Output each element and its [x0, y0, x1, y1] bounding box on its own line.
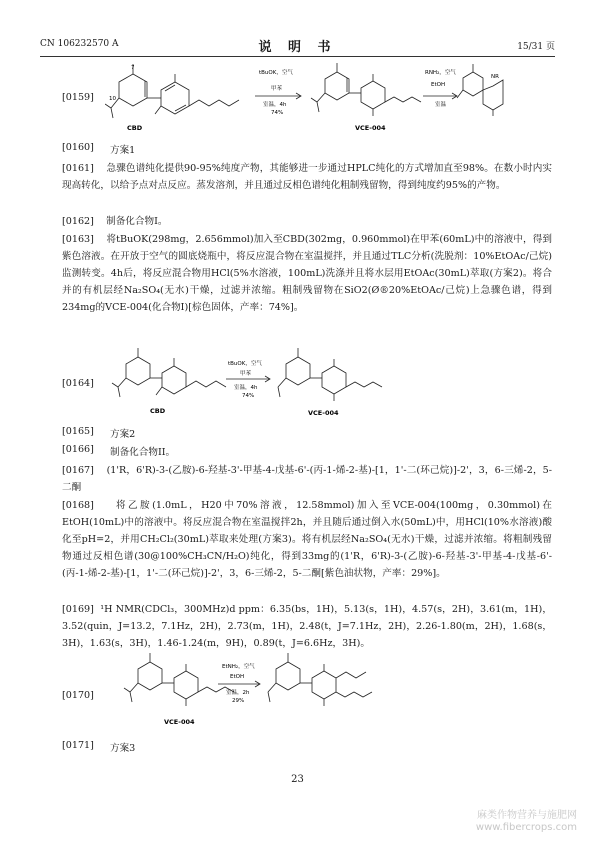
page-header [40, 36, 555, 54]
scheme-3-caption: 方案3 [110, 743, 136, 754]
scheme1-substituent: NR [491, 74, 499, 80]
para-0169 [62, 601, 552, 652]
scheme-2-structures [110, 345, 390, 427]
para-tag-0164: [0164] [62, 378, 94, 389]
reaction-scheme-3 [112, 648, 412, 738]
para-0161-text: 急骤色谱纯化提供90-95%纯度产物，其能够进一步通过HPLC纯化的方式增加直至98%。在数小时内实现高转化，以给予点对点反应。蒸发溶剂，并且通过反相色谱纯化粗制残留物，得到纯度约95%的产物。 [62, 163, 552, 191]
page-number: 23 [291, 774, 304, 785]
scheme3-solvent: EtOH [230, 674, 245, 680]
para-tag-0170: [0170] [62, 690, 94, 701]
scheme2-solvent: 甲苯 [240, 371, 252, 377]
para-tag-0159: [0159] [62, 92, 94, 103]
watermark [476, 810, 577, 834]
label-cbd-2: CBD [150, 407, 166, 415]
para-0162 [62, 213, 552, 230]
watermark-line2: www.fibercrops.com [475, 822, 577, 833]
patent-number: CN 106232570 A [40, 39, 119, 49]
para-tag-0168: [0168] [62, 500, 94, 511]
scheme1-temp2: 室温 [435, 102, 447, 108]
scheme-2-caption: 方案2 [110, 429, 136, 440]
scheme3-temp: 室温，2h [226, 690, 250, 696]
scheme1-yield1: 74% [271, 110, 284, 116]
scheme1-solvent2: EtOH [431, 82, 446, 88]
reaction-scheme-1 [105, 60, 505, 142]
para-tag-0169: [0169] [62, 604, 94, 615]
scheme1-reagent2: RNH₂，空气 [425, 70, 456, 76]
label-vce004-1: VCE-004 [355, 124, 386, 132]
document-title: 说 明 书 [258, 40, 337, 55]
scheme1-temp1: 室温，4h [263, 102, 287, 108]
scheme2-reagent: tBuOK，空气 [228, 361, 262, 367]
scheme-1-caption: 方案1 [110, 145, 136, 156]
atom-number-10: 10 [109, 96, 116, 102]
para-tag-0167: [0167] [62, 465, 94, 476]
para-0161 [62, 160, 552, 194]
label-cbd-1: CBD [127, 124, 143, 132]
para-tag-0163: [0163] [62, 234, 94, 245]
para-0167 [62, 462, 552, 496]
para-0163 [62, 231, 552, 316]
para-tag-0162: [0162] [62, 216, 94, 227]
label-vce004-2: VCE-004 [308, 409, 339, 417]
para-tag-0161: [0161] [62, 163, 94, 174]
watermark-line1: 麻类作物营养与施肥网 [477, 810, 577, 821]
atom-number-7: 7 [131, 65, 135, 71]
para-0163-text: 将tBuOK(298mg，2.656mmol)加入至CBD(302mg，0.960mmol)在甲苯(60mL)中的溶液中，得到紫色溶液。在开放于空气的圆底烧瓶中，将反应混合物在室温搅拌，并且通过TLC分析(洗脱剂：10%EtOAc/己烷)监测转变。4h后，将反应混合物用HCl(5%水溶液，100mL)洗涤并且将水层用EtOAc(30mL)萃取(方案2)。将合并的有机层经Na₂SO₄(无水)干燥，过滤并浓缩。粗制残留物在SiO2(Ø®20%EtOAc/己烷)上急骤色谱，得到234mg的VCE-004(化合物I)[棕色固体，产率：74%]。 [62, 234, 552, 313]
para-0169-text: ¹H NMR(CDCl₃，300MHz)d ppm：6.35(bs，1H)，5.13(s，1H)，4.57(s，2H)，3.61(m，1H)，3.52(quin，J=13.2，7.1Hz，2H)，2.73(m，1H)，2.48(t，J=7.1Hz，2H)，2.26-1.80(m，2H)，1.68(s，3H)，1.63(s，3H)，1.46-1.24(m，9H)，0.89(t，J=6.6Hz，3H)。 [62, 604, 552, 649]
page-of: 15/31 页 [517, 42, 555, 52]
para-tag-0160: [0160] [62, 142, 94, 153]
scheme-3-structures [112, 648, 412, 738]
para-0162-text: 制备化合物I。 [106, 216, 168, 227]
scheme1-reagent1: tBuOK，空气 [259, 70, 293, 76]
scheme3-reagent: EtNH₂，空气 [222, 664, 255, 670]
scheme3-yield: 29% [232, 698, 245, 704]
scheme-1-structures [105, 60, 505, 142]
para-tag-0171: [0171] [62, 740, 94, 751]
label-vce004-3: VCE-004 [164, 718, 195, 726]
scheme2-temp: 室温，4h [234, 385, 258, 391]
header-rule [40, 56, 555, 57]
para-0167-text: (1'R，6'R)-3-(乙胺)-6-羟基-3'-甲基-4-戊基-6'-(丙-1-烯-2-基)-[1，1'-二(环己烷)]-2'，3，6-三烯-2，5-二酮 [62, 465, 552, 493]
para-tag-0165: [0165] [62, 426, 94, 437]
para-0166-text: 制备化合物II。 [110, 447, 176, 458]
scheme2-yield: 74% [242, 393, 255, 399]
scheme1-solvent1: 甲苯 [271, 86, 283, 92]
para-tag-0166: [0166] [62, 444, 94, 455]
para-0168 [62, 497, 552, 582]
reaction-scheme-2 [110, 345, 390, 427]
para-0168-text: 将乙胺(1.0mL，H20中70%溶液，12.58mmol)加入至VCE-004(100mg，0.30mmol)在EtOH(10mL)中的溶液中。将反应混合物在室温搅拌2h，并且随后通过倒入水(50mL)中，用HCl(10%水溶液)酸化至pH=2，并用CH₂Cl₂(30mL)萃取来处理(方案3)。将有机层经Na₂SO₄(无水)干燥，过滤并浓缩。将粗制残留物通过反相色谱(30@100%CH₃CN/H₂O)纯化，得到33mg的(1'R，6'R)-3-(乙胺)-6-羟基-3'-甲基-4-戊基-6'-(丙-1-烯-2-基)-[1，1'-二(环己烷)]-2'，3，6-三烯-2，5-二酮[紫色油状物，产率：29%]。 [62, 500, 552, 579]
